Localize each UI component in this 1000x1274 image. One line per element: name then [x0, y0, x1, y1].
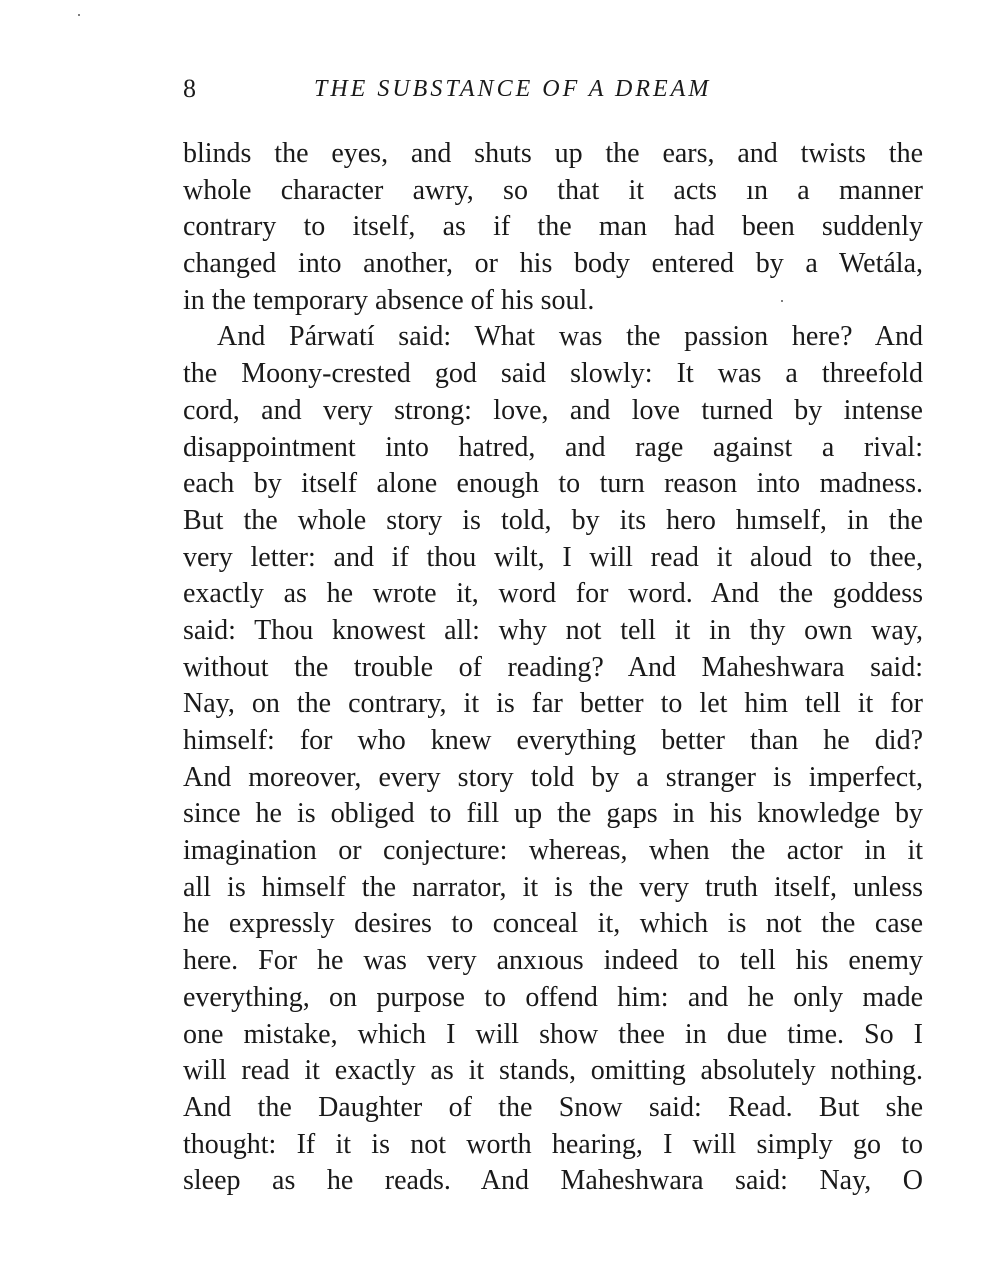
text-line: But the whole story is told, by its hero hımself, in the	[183, 504, 923, 536]
text-line: blinds the eyes, and shuts up the ears, and twists the	[183, 138, 923, 169]
text-line: will read it exactly as it stands, omitting absolutely nothing.	[183, 1055, 923, 1087]
text-line: Nay, on the contrary, it is far better to let him tell it for	[183, 688, 923, 720]
text-line: And moreover, every story told by a stranger is imperfect,	[183, 761, 923, 793]
body-text	[183, 136, 923, 1200]
text-line: said: Thou knowest all: why not tell it in thy own way,	[183, 614, 923, 646]
text-line: everything, on purpose to offend him: and he only made	[183, 981, 923, 1013]
paragraph-start-line: And Párwatí said: What was the passion here? And	[217, 321, 923, 353]
running-title: THE SUBSTANCE OF A DREAM	[314, 76, 712, 102]
text-line: in the temporary absence of his soul.	[183, 284, 595, 316]
text-line: since he is obliged to fill up the gaps in his knowledge by	[183, 798, 923, 830]
text-line: cord, and very strong: love, and love turned by intense	[183, 394, 923, 426]
page-header	[183, 72, 923, 106]
page-number: 8	[183, 74, 196, 103]
scan-speck	[78, 14, 80, 16]
text-line: very letter: and if thou wilt, I will read it aloud to thee,	[183, 541, 923, 573]
text-line: sleep as he reads. And Maheshwara said: Nay, O	[183, 1165, 923, 1197]
text-line: here. For he was very anxıous indeed to tell his enemy	[183, 945, 923, 977]
text-line: whole character awry, so that it acts ın a manner	[183, 174, 923, 206]
text-line: exactly as he wrote it, word for word. And the goddess	[183, 578, 923, 610]
text-line: without the trouble of reading? And Maheshwara said:	[183, 651, 923, 683]
text-line: changed into another, or his body entered by a Wetála,	[183, 248, 923, 280]
text-line: imagination or conjecture: whereas, when the actor in it	[183, 835, 923, 867]
text-line: And the Daughter of the Snow said: Read. But she	[183, 1091, 923, 1123]
text-line: contrary to itself, as if the man had been suddenly	[183, 211, 923, 243]
text-line: he expressly desires to conceal it, which is not the case	[183, 908, 923, 940]
text-line: each by itself alone enough to turn reason into madness.	[183, 468, 923, 500]
scan-speck	[781, 300, 783, 302]
text-line: disappointment into hatred, and rage against a rival:	[183, 431, 923, 463]
text-line: all is himself the narrator, it is the very truth itself, unless	[183, 871, 923, 903]
text-line: one mistake, which I will show thee in due time. So I	[183, 1018, 923, 1050]
text-line: thought: If it is not worth hearing, I will simply go to	[183, 1128, 923, 1160]
text-line: the Moony-crested god said slowly: It was a threefold	[183, 358, 923, 390]
text-line: himself: for who knew everything better than he did?	[183, 725, 923, 756]
